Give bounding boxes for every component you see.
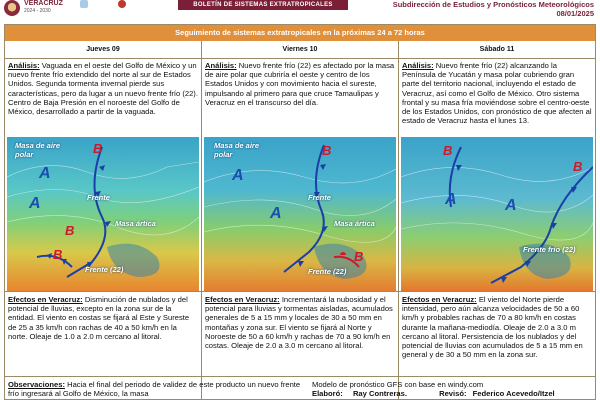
low-pressure-marker: B xyxy=(65,223,75,238)
high-pressure-marker: A xyxy=(29,195,41,212)
analysis-body: Nuevo frente frío (22) es afectado por la masa de aire polar que cubriría el oeste y centro de los Estados Unidos y con movimiento hacia el sureste, impulsando al primero para que cruce Tamaulipas y Veracruz en el transcurso del día. xyxy=(205,61,395,107)
analysis-text xyxy=(202,59,398,137)
high-pressure-marker: A xyxy=(505,197,517,214)
front-22-label: Frente (22) xyxy=(85,265,124,274)
day-column xyxy=(399,41,595,399)
day-heading: Sábado 11 xyxy=(399,41,595,59)
logo-period: 2024 - 2030 xyxy=(24,8,51,14)
low-pressure-marker: B xyxy=(354,249,364,264)
credits xyxy=(312,380,594,399)
effects-body: Incrementará la nubosidad y el potencial para lluvias y tormentas aisladas, acumulados generales de 5 a 15 mm y locales de 30 a 50 mm en montañas y zona sur. El viento se fijará al Norte y Noroeste de 50 a 60 km/h y rachas de 70 a 90 km/h en costas. Oleaje de 2.0 a 3.0 m cercano al litoral. xyxy=(205,295,393,351)
effects-label: Efectos en Veracruz: xyxy=(205,295,280,304)
weather-map xyxy=(7,137,199,291)
polar-air-mass-label: Masa de aire polar xyxy=(15,141,61,159)
analysis-label: Análisis: xyxy=(8,61,40,70)
analysis-body: Vaguada en el oeste del Golfo de México y un nuevo frente frío extendido del norte al sur de Estados Unidos. Segunda tormenta invernal pierde sus características, pero da lugar a un nuevo frente frío (22). Centro de Baja Presión en el noroeste del Golfo de México, desarrollado a partir de la vaguada. xyxy=(8,61,198,117)
observations xyxy=(8,380,304,399)
front-22-label: Frente frío (22) xyxy=(523,245,576,254)
reviewed-by: Federico Acevedo/Itzel xyxy=(472,389,555,399)
prepared-label: Elaboró: xyxy=(312,389,343,399)
high-pressure-marker: A xyxy=(270,205,282,222)
bulletin-title: BOLETÍN DE SISTEMAS EXTRATROPICALES xyxy=(178,0,348,10)
low-pressure-marker: B xyxy=(93,141,103,156)
low-pressure-marker: B xyxy=(53,247,63,262)
reviewed-label: Revisó: xyxy=(439,389,467,399)
page-footer xyxy=(4,376,596,400)
observations-body: Hacia el final del periodo de validez de este producto un nuevo frente frío ingresará al Golfo de México, la masa xyxy=(8,380,301,399)
bulletin-date: 08/01/2025 xyxy=(556,9,594,18)
weather-map xyxy=(204,137,396,291)
high-pressure-marker: A xyxy=(232,167,244,184)
effects-text xyxy=(5,291,201,375)
analysis-label: Análisis: xyxy=(402,61,434,70)
low-pressure-marker: B xyxy=(322,143,332,158)
model-source: Modelo de pronóstico GFS con base en windy.com xyxy=(312,380,484,389)
polar-air-mass-label: Masa de aire polar xyxy=(214,141,260,159)
observations-label: Observaciones: xyxy=(8,380,65,389)
arctic-mass-label: Masa ártica xyxy=(115,219,156,228)
effects-body: El viento del Norte pierde intensidad, pero aún alcanza velocidades de 50 a 60 km/h y probables rachas de 70 a 80 km/h en costas durante la mañana-mediodía. Oleaje de 2.0 a 3.0 m cercano al litoral. Persistencia de los nublados y del potencial de lluvias con acumulados de 5 a 15 mm en general y de 30 a 50 mm en la zona sur. xyxy=(402,295,583,360)
weather-map-icon xyxy=(401,137,593,291)
page-header xyxy=(0,0,600,24)
effects-body: Disminución de nublados y del potencial de lluvias, excepto en la zona sur de la entidad. El viento en costas se fijará al Este y Sureste de 25 a 35 km/h con rachas de 40 a 50 km/h en la norte. Oleaje de 1.0 a 2.0 m cercano al litoral. xyxy=(8,295,190,341)
analysis-label: Análisis: xyxy=(205,61,237,70)
front-label: Frente xyxy=(87,193,110,202)
effects-label: Efectos en Veracruz: xyxy=(8,295,83,304)
high-pressure-marker: A xyxy=(39,165,51,182)
subdirection-name: Subdirección de Estudios y Pronósticos Meteorológicos xyxy=(392,0,594,9)
day-column xyxy=(5,41,202,399)
front-22-label: Frente (22) xyxy=(308,267,347,276)
veracruz-logo xyxy=(4,0,63,18)
day-column xyxy=(202,41,399,399)
table-title: Seguimiento de sistemas extratropicales en la próximas 24 a 72 horas xyxy=(5,25,595,41)
weather-map-icon xyxy=(204,137,396,291)
day-heading: Jueves 09 xyxy=(5,41,201,59)
day-heading: Viernes 10 xyxy=(202,41,398,59)
government-seal-icon xyxy=(4,0,20,16)
low-pressure-marker: B xyxy=(443,143,453,158)
high-pressure-marker: A xyxy=(445,191,457,208)
effects-text xyxy=(202,291,398,375)
analysis-text xyxy=(5,59,201,137)
analysis-body: Nuevo frente frío (22) alcanzando la Península de Yucatán y masa polar cubriendo gran parte del territorio nacional, incluyendo el estado de Veracruz, así como el Golfo de México. Otro sistema frontal y su masa fría moviéndose sobre el centro-oeste de los Estados Unidos, con pronóstico de que afecten al estado de Veracruz hasta el lunes 13. xyxy=(402,61,592,126)
front-label: Frente xyxy=(308,193,331,202)
weather-map xyxy=(401,137,593,291)
effects-text xyxy=(399,291,595,375)
prepared-by: Ray Contreras. xyxy=(352,389,407,399)
effects-label: Efectos en Veracruz: xyxy=(402,295,477,304)
arctic-mass-label: Masa ártica xyxy=(334,219,375,228)
analysis-text xyxy=(399,59,595,137)
header-subdirection xyxy=(393,0,594,18)
logo-state-name: VERACRUZ xyxy=(24,0,63,7)
authors-row xyxy=(312,389,594,398)
civil-protection-logo xyxy=(118,0,168,10)
low-pressure-marker: B xyxy=(573,159,583,174)
forecast-table xyxy=(4,24,596,400)
